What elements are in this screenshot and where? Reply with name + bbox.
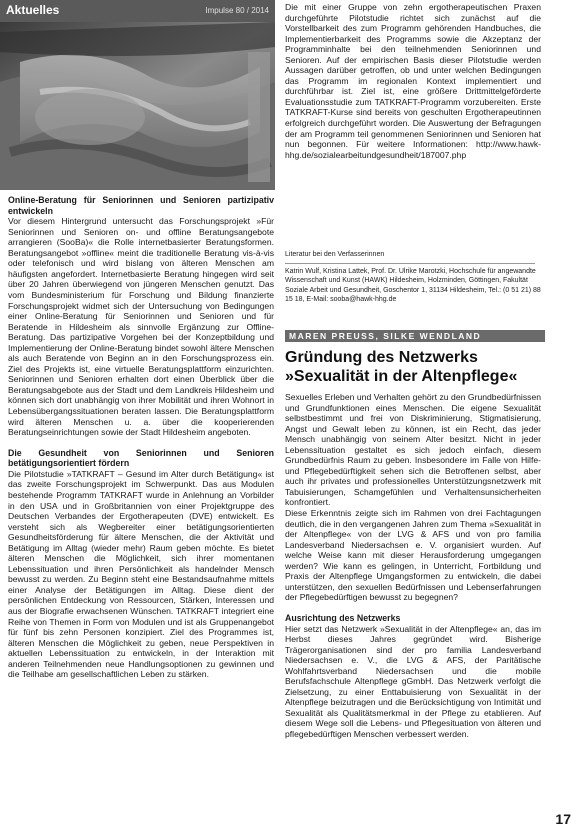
- paragraph-pilotstudie: Die mit einer Gruppe von zehn ergotherapeutischen Praxen durchgeführte Pilotstudie richtet sich zunächst auf die Vorstellbarkeit des zum Programm gehörenden Handbuches, die Implementierbarkeit des Programms sowie die Akzeptanz der Programminhalte bei den teilnehmenden Seniorinnen und Senioren. Auf der empirischen Basis dieser Pilotstudie werden Aussagen darüber getroffen, ob und unter welchen Bedingungen das Programm im regionalen Kontext implementiert und durchführbar ist. Ziel ist, eine größere Drittmittelgeförderte Evaluationsstudie zum TATKRAFT-Programm vorzubereiten. Erste TATKRAFT-Kurse sind bereits von geschulten Ergotherapeutinnen erfolgreich durchgeführt worden. Die Auswertung der Befragungen der am Programm teil genommenen Seniorinnen und Senioren hat nun begonnen. Für weitere Informationen: http://www.hawk-hhg.de/sozialearbeitundgesundheit/187007.php: [285, 2, 541, 160]
- literature-label: Literatur bei den Verfasserinnen: [285, 251, 385, 258]
- paragraph-sexualitaet: Sexuelles Erleben und Verhalten gehört zu den Grundbedürfnissen und Grundfunktionen eines Menschen. Die eigene Sexualität selbstbestimmt und frei von Diskriminierung, Stigmatisierung, Angst und Gewalt leben zu können, ist ein Recht, das jeder Mensch unabhängig von seinem Alter besitzt. Nicht in jeder Lebenssituation gestaltet es sich jedoch einfach, diesem Grundbedürfnis Raum zu geben. Insbesondere im Falle von Hilfe- und Pflegebedürftigkeit sehen sich die Betroffenen selbst, aber auch ihr privates und professionelles Unterstützungsnetzwerk mit Tabuisierungen, Schamgefühlen und Verhaltensunsicherheiten konfrontiert.: [285, 392, 541, 508]
- author-info: Katrin Wulf, Kristina Lattek, Prof. Dr. Ulrike Marotzki, Hochschule für angewandte Wissenschaft und Kunst (HAWK) Hildesheim, Holzminden, Göttingen, Fakultät Soziale Arbeit und Gesundheit, Goschentor 1, 31134 Hildesheim, Tel.: (0 51 21) 88 15 18, E-Mail: sooba@hawk-hhg.de: [285, 267, 541, 304]
- right-column-article: [285, 392, 541, 740]
- paragraph-online-beratung: Vor diesem Hintergrund untersucht das Forschungsprojekt »Für Seniorinnen und Senioren on- und offline Beratungsangebote arrangieren (SooBa)« die Rolle internetbasierter Beratungsformen. Beratungsangebot »offline« meint die traditionelle Beratung vis-à-vis oder telefonisch und wird bislang von älteren Menschen am häufigsten angefordert. Internetbasierte Beratung hingegen wird seit über 20 Jahren überwiegend von jüngeren Menschen genutzt. Das vom Bundesministerium für Forschung und Bildung finanzierte Forschungsprojekt widmet sich der Untersuchung von Bedingungen einer Online-Beratung für Seniorinnen und Senioren und für Beratende in Hildesheim als sinnvolle Ergänzung zur Offline-Beratung. Das partizipative Vorgehen bei der Konzeptbildung und Implementierung der Online-Beratung bindet sowohl ältere Menschen als auch Beratende von Beginn an in den Forschungsprozess ein. Ziel des Projekts ist, eine virtuelle Beratungsplattform einzurichten. Seniorinnen und Senioren erhalten dort einen Überblick über die Beratungsabgebote aus der Stadt und dem Landkreis Hildesheim und können sich dort unabhängig von ihrer Mobilität und ihren Wohnort in Lebensübergangssituationen beraten lassen. Die Beratungsplattform wird älteren Menschen u. a. über die kooperierenden Beratungseinrichtungen sowie der Stadt Hildesheim angeboten.: [8, 216, 274, 438]
- left-column: [8, 195, 274, 680]
- article-photo: [0, 22, 275, 190]
- paragraph-erkenntnis: Diese Erkenntnis zeigte sich im Rahmen von drei Fachtagungen deutlich, die in den vergangenen Jahren zum Thema »Sexualität in der Altenpflege« von der LVG & AFS und von pro familia Landesverband Niedersachsen e. V. organisiert wurden. Auf welche Weise kann mit dieser Herausforderung umgegangen werden? Wie kann es gelingen, in Unterricht, Fortbildung und Praxis der Altenpflege Umgangsformen zu entwickeln, die dabei unterstützen, den sexuellen Bedürfnissen und Lebenserfahrungen der Pflegebedürftigen bewusst zu begegnen?: [285, 508, 541, 603]
- article-title-line1: Gründung des Netzwerks: [285, 349, 478, 366]
- paragraph-tatkraft: Die Pilotstudie »TATKRAFT – Gesund im Alter durch Betätigung« ist das zweite Forschungsprojekt im Schwerpunkt. Das aus Modulen bestehende Programm TATKRAFT wurde in Anlehnung an Vorbilder in den USA und in Großbritannien von einer Projektgruppe des Deutschen Verbandes der Ergotherapeuten (DVE) entwickelt. Es versteht sich als Wegbereiter einer betätigungsorientierten Gesundheitsförderung für ältere Menschen, die der Aktivität und Betätigung im Alltag (wieder mehr) Raum geben möchte. Es bietet älteren Menschen die Möglichkeit, sich ihrer momentanen Lebenssituation und ihren Persönlichkeit als handelnder Mensch bewusst zu werden. Zu Beginn steht eine Bestandsaufnahme mittels einer Analyse der Betätigungen im Alltag. Diese dient der persönlichen Entdeckung von Ressourcen, Stärken, Interessen und aus der Biografie erwachsenen Wünschen. TATKRAFT integriert eine Reihe von Themen in Form von Modulen und ist als Gruppenangebot für fünf bis zehn Personen konzipiert. Ziel des Programmes ist, älteren Menschen die Möglichkeit zu geben, neue Perspektiven in aktuellen Lebenssituation zu entwickeln, in der Interaktion mit anderen Teilnehmenden neue Handlungsoptionen zu gewinnen und die Teilhabe am gesellschaftlichen Leben zu stärken.: [8, 468, 274, 680]
- heading-online-beratung: Online-Beratung für Seniorinnen und Senioren partizipativ entwickeln: [8, 195, 274, 216]
- section-label: Aktuelles: [6, 3, 60, 17]
- article-title: [285, 348, 545, 386]
- page-number: 17: [555, 811, 571, 827]
- heading-gesundheit: Die Gesundheit von Seniorinnen und Senioren betätigungsorientiert fördern: [8, 447, 274, 469]
- author-bar: [285, 330, 545, 342]
- article-title-line2: »Sexualität in der Altenpflege«: [285, 368, 518, 385]
- divider: [285, 263, 535, 264]
- issue-label: Impulse 80 / 2014: [205, 6, 269, 15]
- right-column-top: [285, 2, 541, 160]
- paragraph-netzwerk: Hier setzt das Netzwerk »Sexualität in der Altenpflege« an, das im Herbst dieses Jahres gegründet wird. Bisherige Trägerorganisationen sind der pro familia Landesverband Niedersachsen e. V., die LVG & AFS, der Paritätische Wohlfahrtsverband Niedersachsen und die mobile Berufsfachschule Altenpflege gGmbH. Das Netzwerk verfolgt die Zielsetzung, zu einer Enttabuisierung von Sexualität in der Altenpflege beizutragen und die Berücksichtigung von Intimität und Sexualität als Qualitätsmerkmal in der Pflege zu etablieren. Auf diesem Wege soll die Lebens- und Pflegesituation von älteren und pflegebedürftigen Menschen verbessert werden.: [285, 623, 541, 739]
- section-header-bar: [0, 0, 275, 22]
- article-authors: MAREN PREUSS, SILKE WENDLAND: [289, 331, 482, 341]
- photo-icon: [0, 22, 275, 190]
- heading-ausrichtung: Ausrichtung des Netzwerks: [285, 612, 401, 623]
- literature-box: [285, 250, 543, 305]
